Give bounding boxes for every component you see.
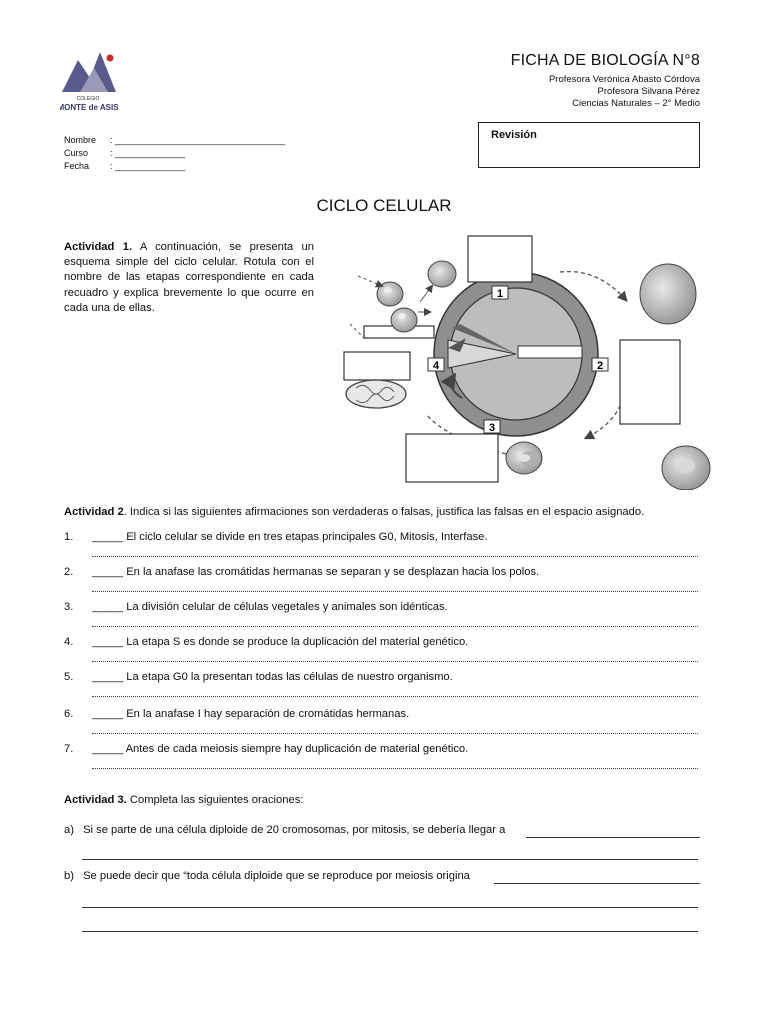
stage-label-1 — [492, 286, 508, 300]
activity-2-label: Actividad 2 — [64, 506, 124, 518]
activity-3-text: Completa las siguientes oraciones: — [126, 794, 304, 806]
activity-3-label: Actividad 3. — [64, 794, 127, 806]
sentence-a — [64, 824, 505, 836]
answer-line[interactable] — [82, 858, 698, 860]
statement-number: 3. — [64, 601, 74, 613]
student-info — [64, 134, 285, 173]
activity-2-instructions — [64, 506, 704, 518]
answer-line[interactable] — [526, 836, 700, 838]
date-label: Fecha — [64, 161, 90, 171]
svg-text:COLEGIO: COLEGIO — [76, 96, 100, 102]
answer-box-top — [468, 236, 532, 282]
justification-line[interactable] — [92, 590, 698, 592]
course-label: Curso — [64, 148, 89, 158]
teacher-name-2: Profesora Silvana Pérez — [597, 86, 700, 97]
teacher-name-1: Profesora Verónica Abasto Córdova — [548, 74, 700, 85]
statement-text[interactable]: _____ La etapa S es donde se produce la duplicación del material genético. — [92, 636, 469, 648]
sentence-text: Se puede decir que “toda célula diploide que se reproduce por meiosis origina — [83, 870, 470, 882]
statement-text[interactable]: _____ La división celular de células vegetales y animales son idénticas. — [92, 601, 448, 613]
stage-label-2 — [592, 358, 608, 372]
revision-label: Revisión — [491, 129, 537, 141]
statement-number: 1. — [64, 531, 74, 543]
date-field[interactable]: : ______________ — [110, 161, 186, 171]
cell-cycle-diagram — [336, 228, 716, 495]
answer-box-right — [620, 340, 680, 424]
stage-label-3 — [484, 420, 500, 434]
justification-line[interactable] — [92, 555, 698, 557]
svg-text:4: 4 — [432, 360, 440, 372]
statement-text[interactable]: _____ En la anafase las cromátidas hermanas se separan y se desplazan hacia los polos. — [92, 566, 540, 578]
stage-label-4 — [428, 358, 444, 372]
svg-text:1: 1 — [496, 288, 504, 300]
activity-1-label: Actividad 1. — [64, 241, 133, 253]
statement-number: 5. — [64, 671, 74, 683]
name-field[interactable]: : __________________________________ — [110, 135, 286, 145]
sentence-letter: b) — [64, 870, 74, 882]
statement-text[interactable]: _____ En la anafase I hay separación de cromátidas hermanas. — [92, 708, 410, 720]
course-field[interactable]: : ______________ — [110, 148, 186, 158]
sentence-letter: a) — [64, 824, 74, 836]
answer-line[interactable] — [82, 906, 698, 908]
header-block — [511, 52, 700, 110]
justification-line[interactable] — [92, 695, 698, 697]
statement-number: 7. — [64, 743, 74, 755]
activity-1-text: A continuación, se presenta un esquema simple del ciclo celular. Rotula con el nombre de las etapas correspondiente en cada recuadro y explica brevemente lo que ocurre en cada una de ellas. — [64, 241, 314, 314]
answer-box-left — [344, 352, 410, 380]
answer-line[interactable] — [494, 882, 700, 884]
revision-box — [478, 122, 700, 168]
name-label: Nombre — [64, 135, 97, 145]
justification-line[interactable] — [92, 660, 698, 662]
svg-text:MONTE de ASIS: MONTE de ASIS — [60, 103, 119, 112]
justification-line[interactable] — [92, 625, 698, 627]
sentence-text: Si se parte de una célula diploide de 20 cromosomas, por mitosis, se debería llegar a — [83, 824, 506, 836]
sentence-b — [64, 870, 470, 882]
statement-text[interactable]: _____ Antes de cada meiosis siempre hay duplicación de material genético. — [92, 743, 469, 755]
svg-text:3: 3 — [488, 422, 496, 434]
answer-box-bottom — [406, 434, 498, 482]
activity-3-instructions — [64, 794, 303, 806]
justification-line[interactable] — [92, 767, 698, 769]
statement-number: 4. — [64, 636, 74, 648]
page-title: CICLO CELULAR — [316, 196, 452, 215]
justification-line[interactable] — [92, 732, 698, 734]
activity-1-instructions — [64, 240, 314, 316]
worksheet-title: FICHA DE BIOLOGÍA N°8 — [510, 52, 700, 69]
svg-text:2: 2 — [596, 360, 604, 372]
activity-2-text: . Indica si las siguientes afirmaciones son verdaderas o falsas, justifica las falsas en el espacio asignado. — [123, 506, 645, 518]
statement-number: 6. — [64, 708, 74, 720]
statement-number: 2. — [64, 566, 74, 578]
course-info: Ciencias Naturales – 2° Medio — [572, 98, 700, 109]
statement-text[interactable]: _____ El ciclo celular se divide en tres etapas principales G0, Mitosis, Interfase. — [92, 531, 488, 543]
statement-text[interactable]: _____ La etapa G0 la presentan todas las células de nuestro organismo. — [92, 671, 453, 683]
school-logo — [60, 48, 130, 118]
answer-line[interactable] — [82, 930, 698, 932]
